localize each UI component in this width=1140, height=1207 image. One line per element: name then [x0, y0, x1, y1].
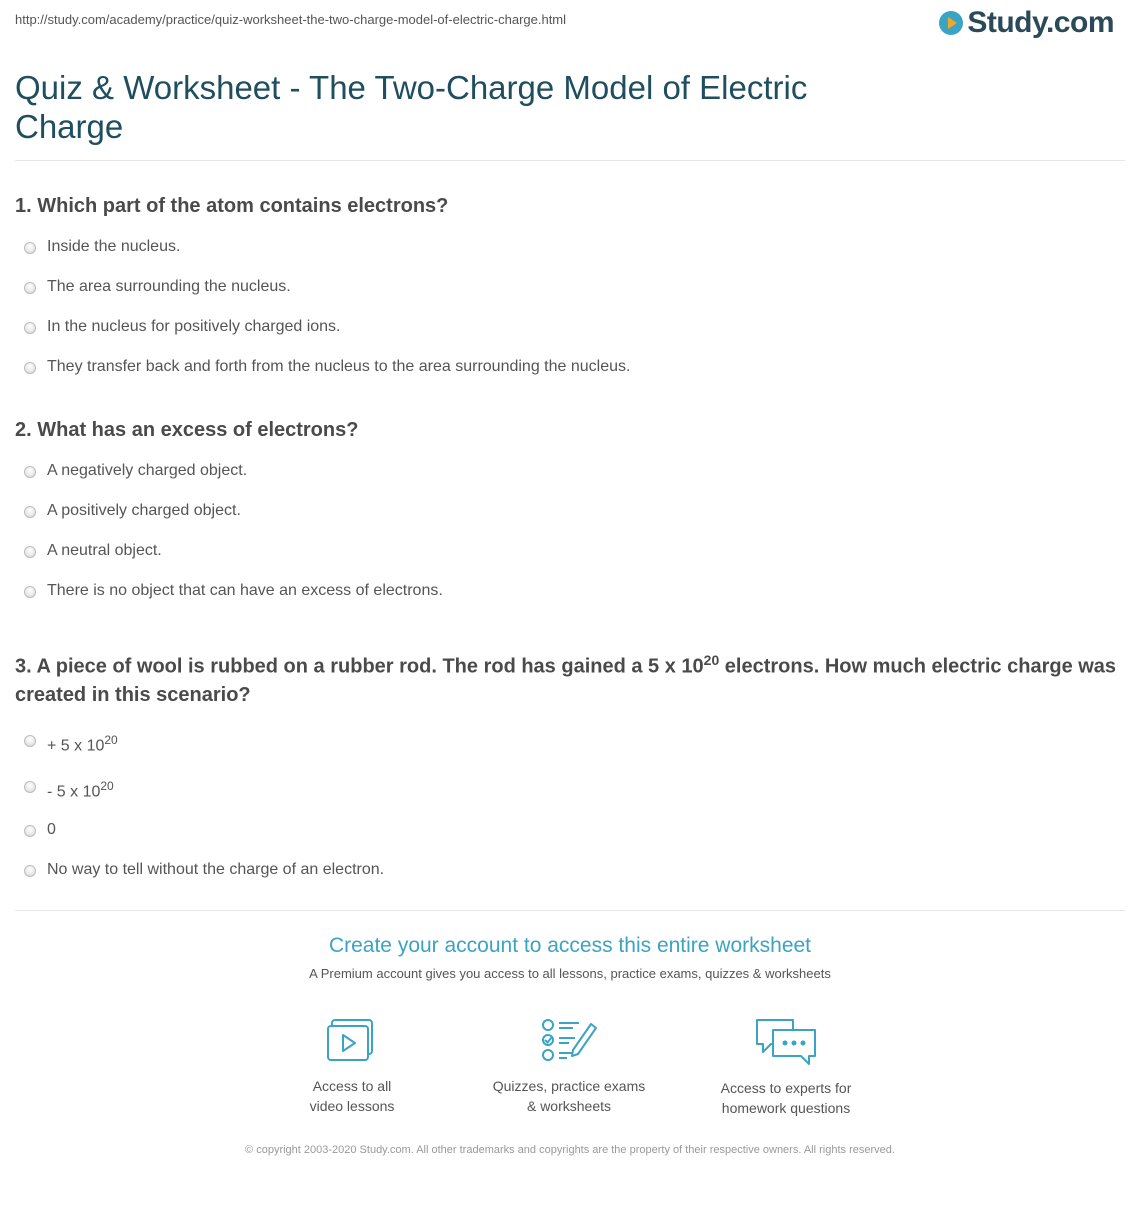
radio-button[interactable]: [24, 781, 36, 793]
answer-option[interactable]: [15, 276, 1125, 316]
divider: [15, 910, 1125, 911]
radio-button[interactable]: [24, 546, 36, 558]
video-lessons-icon: [324, 1016, 380, 1064]
top-bar: [0, 0, 1140, 50]
answer-option[interactable]: [15, 316, 1125, 356]
answer-option[interactable]: [15, 580, 1125, 620]
question-text: 1. Which part of the atom contains electrons?: [15, 195, 449, 217]
option-label: In the nucleus for positively charged ions.: [47, 318, 341, 335]
option-label: + 5 x 10: [47, 736, 105, 754]
copyright-footer: © copyright 2003-2020 Study.com. All other trademarks and copyrights are the property of their respective owners. All rights reserved.: [245, 1144, 895, 1156]
option-label: A neutral object.: [47, 542, 162, 559]
radio-button[interactable]: [24, 466, 36, 478]
radio-button[interactable]: [24, 282, 36, 294]
option-label: A negatively charged object.: [47, 462, 248, 479]
radio-button[interactable]: [24, 825, 36, 837]
page-title: Quiz & Worksheet - The Two-Charge Model of Electric Charge: [15, 69, 808, 145]
feature-label-line: Access to all: [312, 1078, 392, 1094]
feature-label-line: homework questions: [721, 1100, 851, 1116]
answer-option[interactable]: [15, 540, 1125, 580]
question-3: [15, 646, 1125, 899]
play-logo-icon: [939, 11, 963, 35]
option-label: There is no object that can have an excess of electrons.: [47, 582, 443, 599]
feature-label-line: Quizzes, practice exams: [492, 1078, 646, 1094]
feature-quizzes: [469, 1016, 669, 1116]
radio-button[interactable]: [24, 242, 36, 254]
feature-experts: [686, 1016, 886, 1118]
feature-label-line: & worksheets: [526, 1098, 612, 1114]
cta-subtitle: A Premium account gives you access to all lessons, practice exams, quizzes & worksheets: [309, 966, 831, 981]
question-2: [15, 416, 1125, 620]
exponent: 20: [100, 778, 114, 793]
page-url: http://study.com/academy/practice/quiz-worksheet-the-two-charge-model-of-electric-charge.html: [15, 12, 567, 27]
feature-label-line: video lessons: [309, 1098, 395, 1114]
answer-option[interactable]: [15, 859, 1125, 899]
question-text-part: electrons. How much electric charge was created in this scenario?: [15, 655, 1117, 706]
option-label: They transfer back and forth from the nucleus to the area surrounding the nucleus.: [47, 358, 631, 375]
answer-options: [15, 729, 1125, 899]
logo-text: Study.com: [967, 6, 1114, 39]
answer-option[interactable]: [15, 236, 1125, 276]
option-label: A positively charged object.: [47, 502, 241, 519]
radio-button[interactable]: [24, 865, 36, 877]
answer-option[interactable]: [15, 500, 1125, 540]
feature-label: [469, 1076, 669, 1116]
feature-label-line: Access to experts for: [720, 1080, 852, 1096]
radio-button[interactable]: [24, 506, 36, 518]
answer-option[interactable]: [15, 460, 1125, 500]
exponent: 20: [104, 732, 118, 747]
option-label: - 5 x 10: [47, 782, 101, 800]
feature-video-lessons: [252, 1016, 452, 1116]
radio-button[interactable]: [24, 735, 36, 747]
option-label: 0: [47, 820, 56, 838]
radio-button[interactable]: [24, 322, 36, 334]
chat-bubbles-icon: [753, 1016, 819, 1066]
exponent: 20: [703, 652, 720, 668]
option-label: Inside the nucleus.: [47, 238, 181, 255]
study-logo[interactable]: [939, 6, 1114, 40]
answer-option[interactable]: [15, 729, 1125, 775]
question-text: 2. What has an excess of electrons?: [15, 419, 359, 441]
question-1: [15, 192, 1125, 396]
create-account-link[interactable]: Create your account to access this entire worksheet: [328, 934, 812, 957]
answer-option[interactable]: [15, 819, 1125, 859]
answer-options: [15, 460, 1125, 620]
divider: [15, 160, 1125, 161]
radio-button[interactable]: [24, 362, 36, 374]
question-text: [15, 646, 1125, 709]
answer-option[interactable]: [15, 356, 1125, 396]
question-text-part: 3. A piece of wool is rubbed on a rubber rod. The rod has gained a 5 x 10: [15, 655, 704, 678]
option-label: The area surrounding the nucleus.: [47, 278, 291, 295]
feature-label: [252, 1076, 452, 1116]
feature-label: [686, 1078, 886, 1118]
answer-options: [15, 236, 1125, 396]
signup-cta: [0, 934, 1140, 981]
radio-button[interactable]: [24, 586, 36, 598]
answer-option[interactable]: [15, 775, 1125, 819]
quiz-checklist-icon: [539, 1016, 599, 1064]
option-label: No way to tell without the charge of an electron.: [47, 860, 385, 878]
